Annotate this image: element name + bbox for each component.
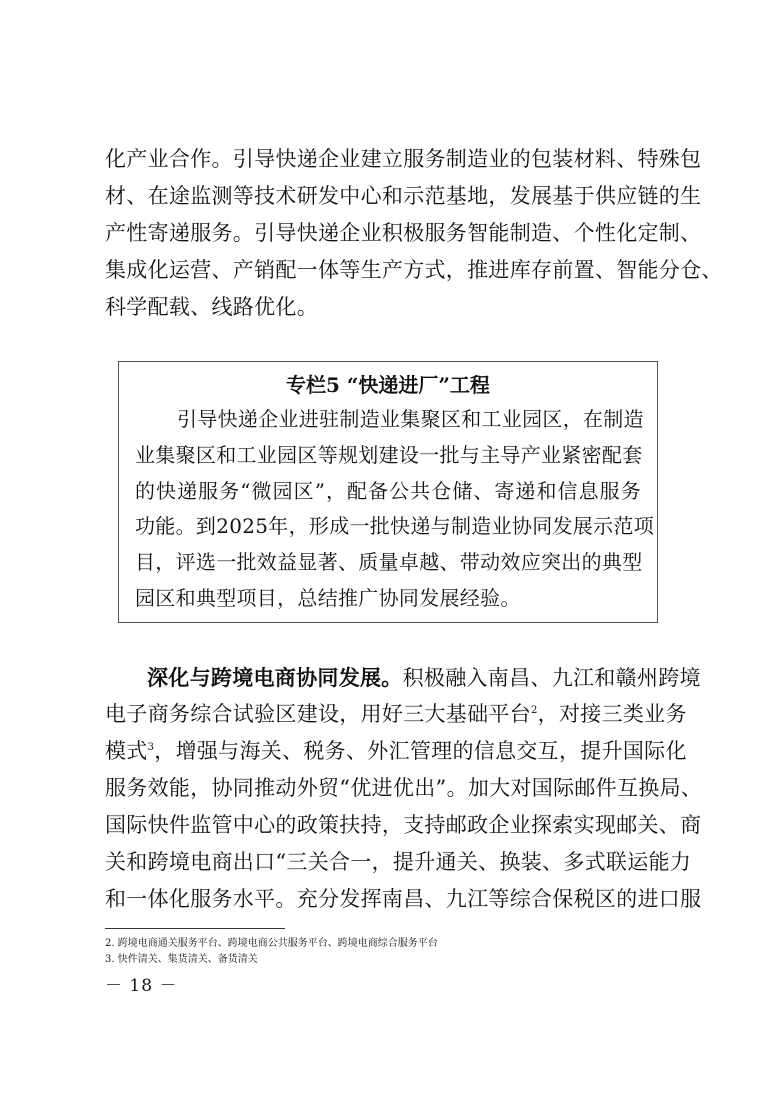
text-line: 产性寄递服务。引导快递企业积极服务智能制造、个性化定制、: [105, 221, 702, 245]
text-line: 和一体化服务水平。充分发挥南昌、九江等综合保税区的进口服: [105, 887, 702, 911]
text-line: [105, 696, 687, 733]
text-span: 电子商务综合试验区建设，用好三大基础平台: [105, 702, 531, 726]
page-number: － 18 －: [105, 976, 178, 996]
section-heading: 深化与跨境电商协同发展。: [147, 665, 403, 690]
text-line: 园区和典型项目，总结推广协同发展经验。: [135, 585, 521, 610]
paragraph-1: [105, 141, 723, 326]
footnote: 2. 跨境电商通关服务平台、跨境电商公共服务平台、跨境电商综合服务平台: [105, 938, 438, 949]
text-span: 模式: [105, 739, 148, 763]
column-box: [118, 361, 658, 623]
column-title: 专栏5 “快递进厂”工程: [286, 373, 490, 397]
paragraph-2: [105, 659, 703, 918]
text-line: [105, 659, 701, 696]
footnote-ref: 2: [531, 705, 538, 716]
text-span: ，对接三类业务: [537, 702, 687, 726]
footnote-ref: 3: [147, 742, 155, 753]
text-line: 国际快件监管中心的政策扶持，支持邮政企业探索实现邮关、商: [105, 813, 702, 837]
text-line: 业集聚区和工业园区等规划建设一批与主导产业紧密配套: [135, 442, 643, 467]
column-body: [135, 402, 654, 617]
text-span: 积极融入南昌、九江和赣州跨境: [402, 666, 701, 690]
text-span: ，增强与海关、税务、外汇管理的信息交互，提升国际化: [154, 739, 687, 763]
text-line: 集成化运营、产销配一体等生产方式，推进库存前置、智能分仓、: [105, 258, 723, 282]
text-line: [105, 733, 687, 770]
text-line: 关和跨境电商出口“三关合一，提升通关、换装、多式联运能力: [105, 850, 692, 874]
text-line: 的快递服务“微园区”，配备公共仓储、寄递和信息服务: [135, 478, 641, 503]
text-line: 化产业合作。引导快递企业建立服务制造业的包装材料、特殊包: [105, 147, 702, 171]
footnote: 3. 快件清关、集货清关、备货清关: [105, 954, 258, 965]
text-line: 科学配载、线路优化。: [105, 295, 318, 319]
text-line: 引导快递企业进驻制造业集聚区和工业园区，在制造: [177, 407, 644, 431]
text-line: 材、在途监测等技术研发中心和示范基地，发展基于供应链的生: [105, 184, 702, 208]
text-line: 目，评选一批效益显著、质量卓越、带动效应突出的典型: [135, 550, 643, 575]
text-line: 服务效能，协同推动外贸“优进优出”。加大对国际邮件互换局、: [105, 776, 703, 800]
text-line: 功能。到2025年，形成一批快递与制造业协同发展示范项: [135, 514, 654, 539]
footnote-divider: [105, 928, 285, 929]
